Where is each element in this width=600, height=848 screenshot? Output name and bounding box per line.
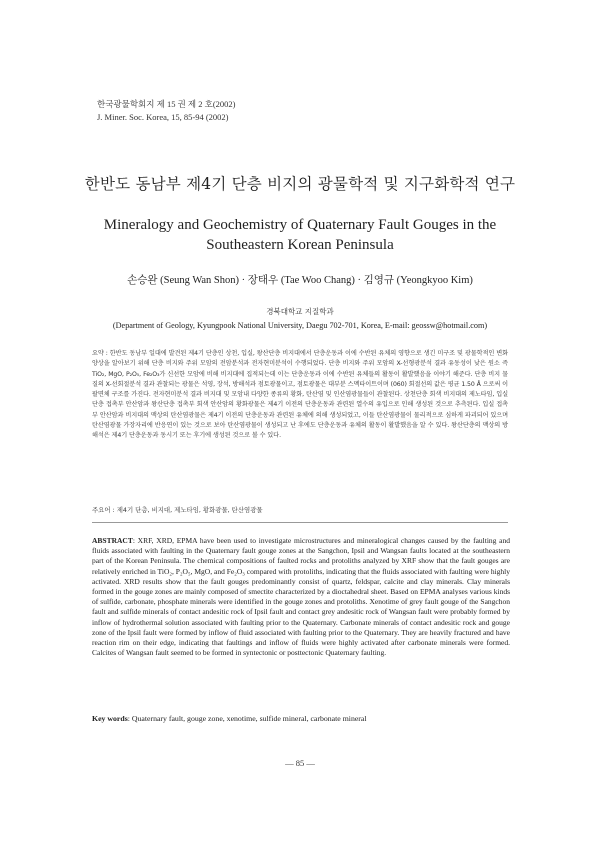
page-number: — 85 — <box>285 758 315 768</box>
abstract-english-text: : XRF, XRD, EPMA have been used to investigate microstructures and mineralogical changes caused by the faulting and fluids associated with faulting in the Quaternary fault gouge zones at the Sangchon, Ipsil and Wangsan faults located at the southeastern part of the Korean Peninsula. The chemical compositions of faulted rocks and protoliths analyzed by XRF show that the fault gouges are relatively enriched in TiO₂, P₂O₅, MgO, and Fe₂O₃ compared with protoliths, indicating that the fluids associated with faulting were highly activated. XRD results show that the fault gouges predominantly consist of quartz, feldspar, calcite and clay minerals. Clay minerals formed in the gouge zones are mainly composed of smectite characterized by a dioctahedral sheet. Based on EPMA analyses various kinds of sulfide, carbonate, phosphate minerals were identified in the gouge zones and protoliths. Xenotime of grey fault gouge of the Sangchon fault and sulfide minerals of contact andesitic rock of Ipsil fault and contact grey andesitic rock of Wangsan fault were probably formed by inflow of hydrothermal solution associated with faulting prior to the Quaternary. Carbonate minerals of contact andesitic rock and gouge zone of the Ipsil fault were formed by inflow of fluid associated with faulting prior to the Quaternary. They are heavily fractured and have reaction rim on their edge, indicating that faultings and inflow of fluids were highly activated after carbonate minerals were formed. Calcites of Wangsan fault seemed to be formed in syntectonic or posttectonic Quaternary faulting. <box>92 536 510 658</box>
section-divider <box>92 522 508 523</box>
affiliation-korean: 경북대학교 지질학과 <box>266 307 334 316</box>
journal-citation <box>97 98 235 123</box>
authors: 손승완 (Seung Wan Shon) · 장태우 (Tae Woo Chang) · 김영규 (Yeongkyoo Kim) <box>127 275 473 286</box>
abstract-english-label: ABSTRACT <box>92 536 133 545</box>
keywords-english <box>92 714 510 723</box>
journal-citation-en: J. Miner. Soc. Korea, 15, 85-94 (2002) <box>97 111 229 122</box>
title-english-line-2: Southeastern Korean Peninsula <box>206 237 394 253</box>
keywords-korean: 주요어 : 제4기 단층, 비지대, 제노타임, 황화광물, 탄산염광물 <box>92 506 263 514</box>
abstract-english <box>92 536 510 658</box>
title-english <box>0 215 600 255</box>
title-english-line-1: Mineralogy and Geochemistry of Quaternary Fault Gouges in the <box>103 217 497 233</box>
title-korean: 한반도 동남부 제4기 단층 비지의 광물학적 및 지구화학적 연구 <box>84 175 516 193</box>
affiliation-english: (Department of Geology, Kyungpook National University, Daegu 702-701, Korea, E-mail: geossw@hotmail.com) <box>112 321 488 330</box>
keywords-english-label: Key words <box>92 714 128 723</box>
keywords-english-text: : Quaternary fault, gouge zone, xenotime, sulfide mineral, carbonate mineral <box>127 714 367 723</box>
abstract-korean: 요약 : 한반도 동남부 일대에 발견된 제4기 단층인 상천, 입실, 왕산단층 비지대에서 단층운동과 이에 수반된 유체의 영향으로 생긴 미구조 및 광물학적인 변화 양상을 알아보기 위해 단층 비지와 주위 모암의 전암분석과 전자현미분석이 수행되었다. 단층 비지와 주위 모암의 X-선형광분석 결과 유동성이 낮은 원소 즉 TiO₂, MgO, P₂O₅, Fe₂O₃가 신선한 모암에 비해 비지대에 집적되는데 이는 단층운동과 이에 수반된 유체들의 활동이 활발했음을 이야기 해준다. 단층 비지 물질의 X-선회절분석 결과 관찰되는 광물은 석영, 장석, 방해석과 점토광물이고, 점토광물은 대부분 스멕타이트이며 (060) 회절선의 값은 평균 1.50 Å 으로써 이팔면체 구조를 가진다. 전자현미분석 결과 비지대 및 모암내 다양한 종류의 황화, 탄산염 및 인산염광물들이 관찰된다. 상천단층 회색 비지대의 제노타임, 입실단층 접촉부 안산암과 왕산단층 접촉부 회색 안산암의 황화광물은 제4기 이전의 단층운동과 관련된 열수의 유입으로 인해 생성된 것으로 추측된다. 입실 접촉부 안산암과 비지대의 맥상의 탄산염광물은 제4기 이전의 단층운동과 관련된 유체에 의해 생성되었고, 이들 탄산염광물이 물리적으로 심하게 파괴되어 있으며 탄산염광물 가장자리에 반응연이 있는 것으로 보아 탄산염광물이 생성되고 난 후에도 단층운동과 유체의 활동이 활발했음을 알 수 있다. 왕산단층의 맥상의 방해석은 제4기 단층운동과 동시기 또는 후기에 생성된 것으로 볼 수 있다. <box>92 350 508 440</box>
journal-citation-ko: 한국광물학회지 제 15 권 제 2 호(2002) <box>97 99 236 109</box>
